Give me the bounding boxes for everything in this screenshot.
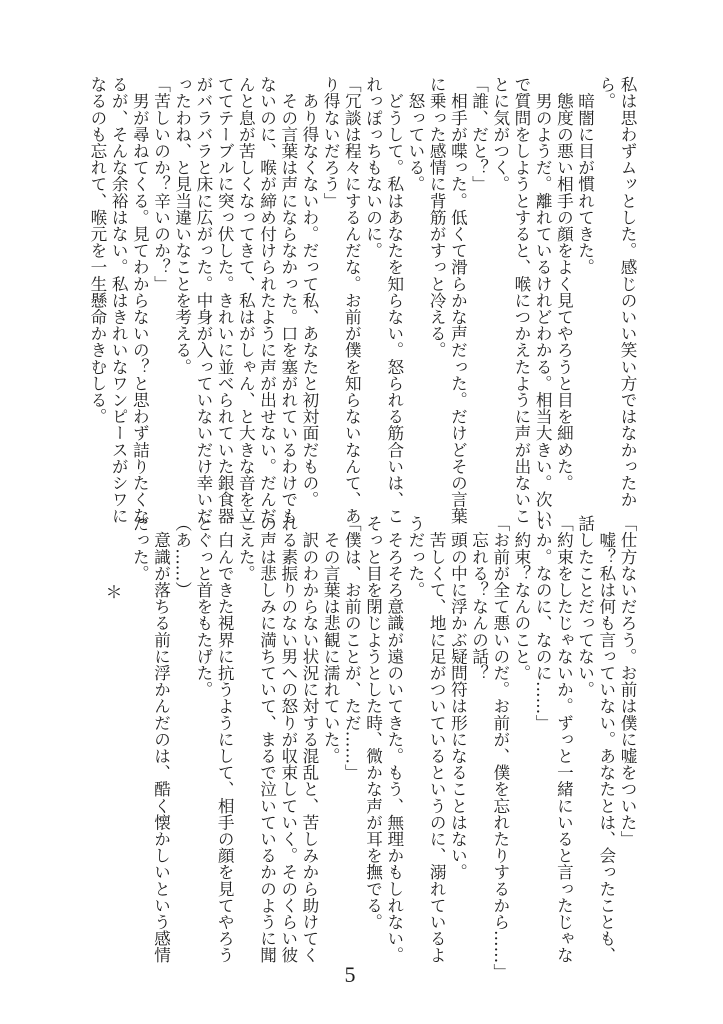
text-column: 話したことだってない。 xyxy=(575,515,595,698)
text-column: ら。 xyxy=(596,76,616,110)
text-column: とぐっと首をもたげた。 xyxy=(193,515,213,698)
text-column: そっと目を閉じようとした時、微かな声が耳を撫でる。 xyxy=(363,515,383,930)
text-block-top xyxy=(87,76,638,525)
text-column: うだった。 xyxy=(405,515,425,598)
text-column: 男が尋ねてくる。見てわからないの？と思わず詰りたくな xyxy=(130,76,150,525)
text-column: 態度の悪い相手の顔をよく見てやろうと目を細めた。 xyxy=(554,76,574,491)
text-column: 頭の中に浮かぶ疑問符は形になることはない。 xyxy=(448,515,468,881)
text-column: だった。 xyxy=(130,515,150,582)
text-block-bottom xyxy=(129,515,638,980)
text-column: れる素振りのない男への怒りが収束していく。そのくらい彼 xyxy=(278,515,298,964)
text-column: 「約束をしたじゃないか。ずっと一緒にいると言ったじゃな xyxy=(554,515,574,964)
text-column: ててテーブルに突っ伏した。きれいに並べられていた銀食器 xyxy=(215,76,235,525)
text-column: ったわね、と見当違いなことを考える。 xyxy=(172,76,192,375)
text-column: こえた。 xyxy=(236,515,256,582)
text-column: 「僕は、お前のことが、ただ……」 xyxy=(342,515,362,781)
text-column: 意識が落ちる前に浮かんだのは、酷く懐かしいという感情 xyxy=(151,515,171,964)
text-column: の声は悲しみに満ちていて、まるで泣いているかのように聞 xyxy=(257,515,277,964)
text-column: 「冗談は程々にするんだな。お前が僕を知らないなんて、あ xyxy=(342,76,362,525)
text-column: がバラバラと床に広がった。中身が入っていないだけ幸いだ xyxy=(193,76,213,525)
text-column: 「苦しいのか？辛いのか？」 xyxy=(151,76,171,292)
text-column: なるのも忘れて、喉元を一生懸命かきむしる。 xyxy=(87,76,107,425)
text-column: るが、そんな余裕はない。私はきれいなワンピースがシワに xyxy=(109,76,129,525)
text-column: 「誰、だと？」 xyxy=(469,76,489,193)
text-column: 男のようだ。離れているけれどわかる。相当大きい。次い xyxy=(533,76,553,525)
text-column: 暗闇に目が慣れてきた。 xyxy=(575,76,595,276)
text-column: 「仕方ないだろう。お前は僕に嘘をついた」 xyxy=(618,515,637,847)
text-column: 約束？なんのこと。 xyxy=(511,515,531,681)
text-column: 「お前が全て悪いのだ。お前が、僕を忘れたりするから……」 xyxy=(490,515,510,980)
text-column: れっぽっちもないのに。 xyxy=(363,76,383,259)
text-column: で質問をしようとすると、喉につかえたように声が出ないこ xyxy=(511,76,531,525)
scene-break-asterisk: ＊ xyxy=(105,583,123,603)
text-column: ないのに、喉が締め付けられたように声が出せない。だんだ xyxy=(257,76,277,525)
text-column: に乗った感情に背筋がすっと冷える。 xyxy=(427,76,447,359)
text-column: 忘れる？なんの話？ xyxy=(469,515,489,681)
text-column: とに気がつく。 xyxy=(490,76,510,193)
text-column: 白んできた視界に抗うようにして、相手の顔を見てやろう xyxy=(215,515,235,964)
text-column: その言葉は声にならなかった。口を塞がれているわけでも xyxy=(278,76,298,525)
text-column: どうして。私はあなたを知らない。怒られる筋合いは、こ xyxy=(384,76,404,525)
text-column: （あ……） xyxy=(172,515,192,598)
text-column: 苦しくて、地に足がついているというのに、溺れているよ xyxy=(427,515,447,964)
text-column: 怒っている。 xyxy=(405,76,425,193)
text-column: り得ないだろう」 xyxy=(321,76,341,209)
text-column: 訳のわからない状況に対する混乱と、苦しみから助けてく xyxy=(299,515,319,964)
text-column: いか。なのに、なのに……」 xyxy=(533,515,553,731)
text-column: 私は思わずムッとした。感じのいい笑い方ではなかったか xyxy=(618,76,637,508)
text-column: あり得なくないわ。だって私、あなたと初対面だもの。 xyxy=(299,76,319,508)
text-column: 相手が喋った。低くて滑らかな声だった。だけどその言葉 xyxy=(448,76,468,525)
text-column: 嘘？私は何も言っていない。あなたとは、会ったことも、 xyxy=(596,515,616,964)
text-column: んと息が苦しくなってきて、私はがしゃん、と大きな音を立 xyxy=(236,76,256,525)
text-column: そろそろ意識が遠のいてきた。もう、無理かもしれない。 xyxy=(384,515,404,964)
text-column: その言葉は悲観に濡れていた。 xyxy=(321,515,341,764)
page-number: 5 xyxy=(344,962,356,987)
